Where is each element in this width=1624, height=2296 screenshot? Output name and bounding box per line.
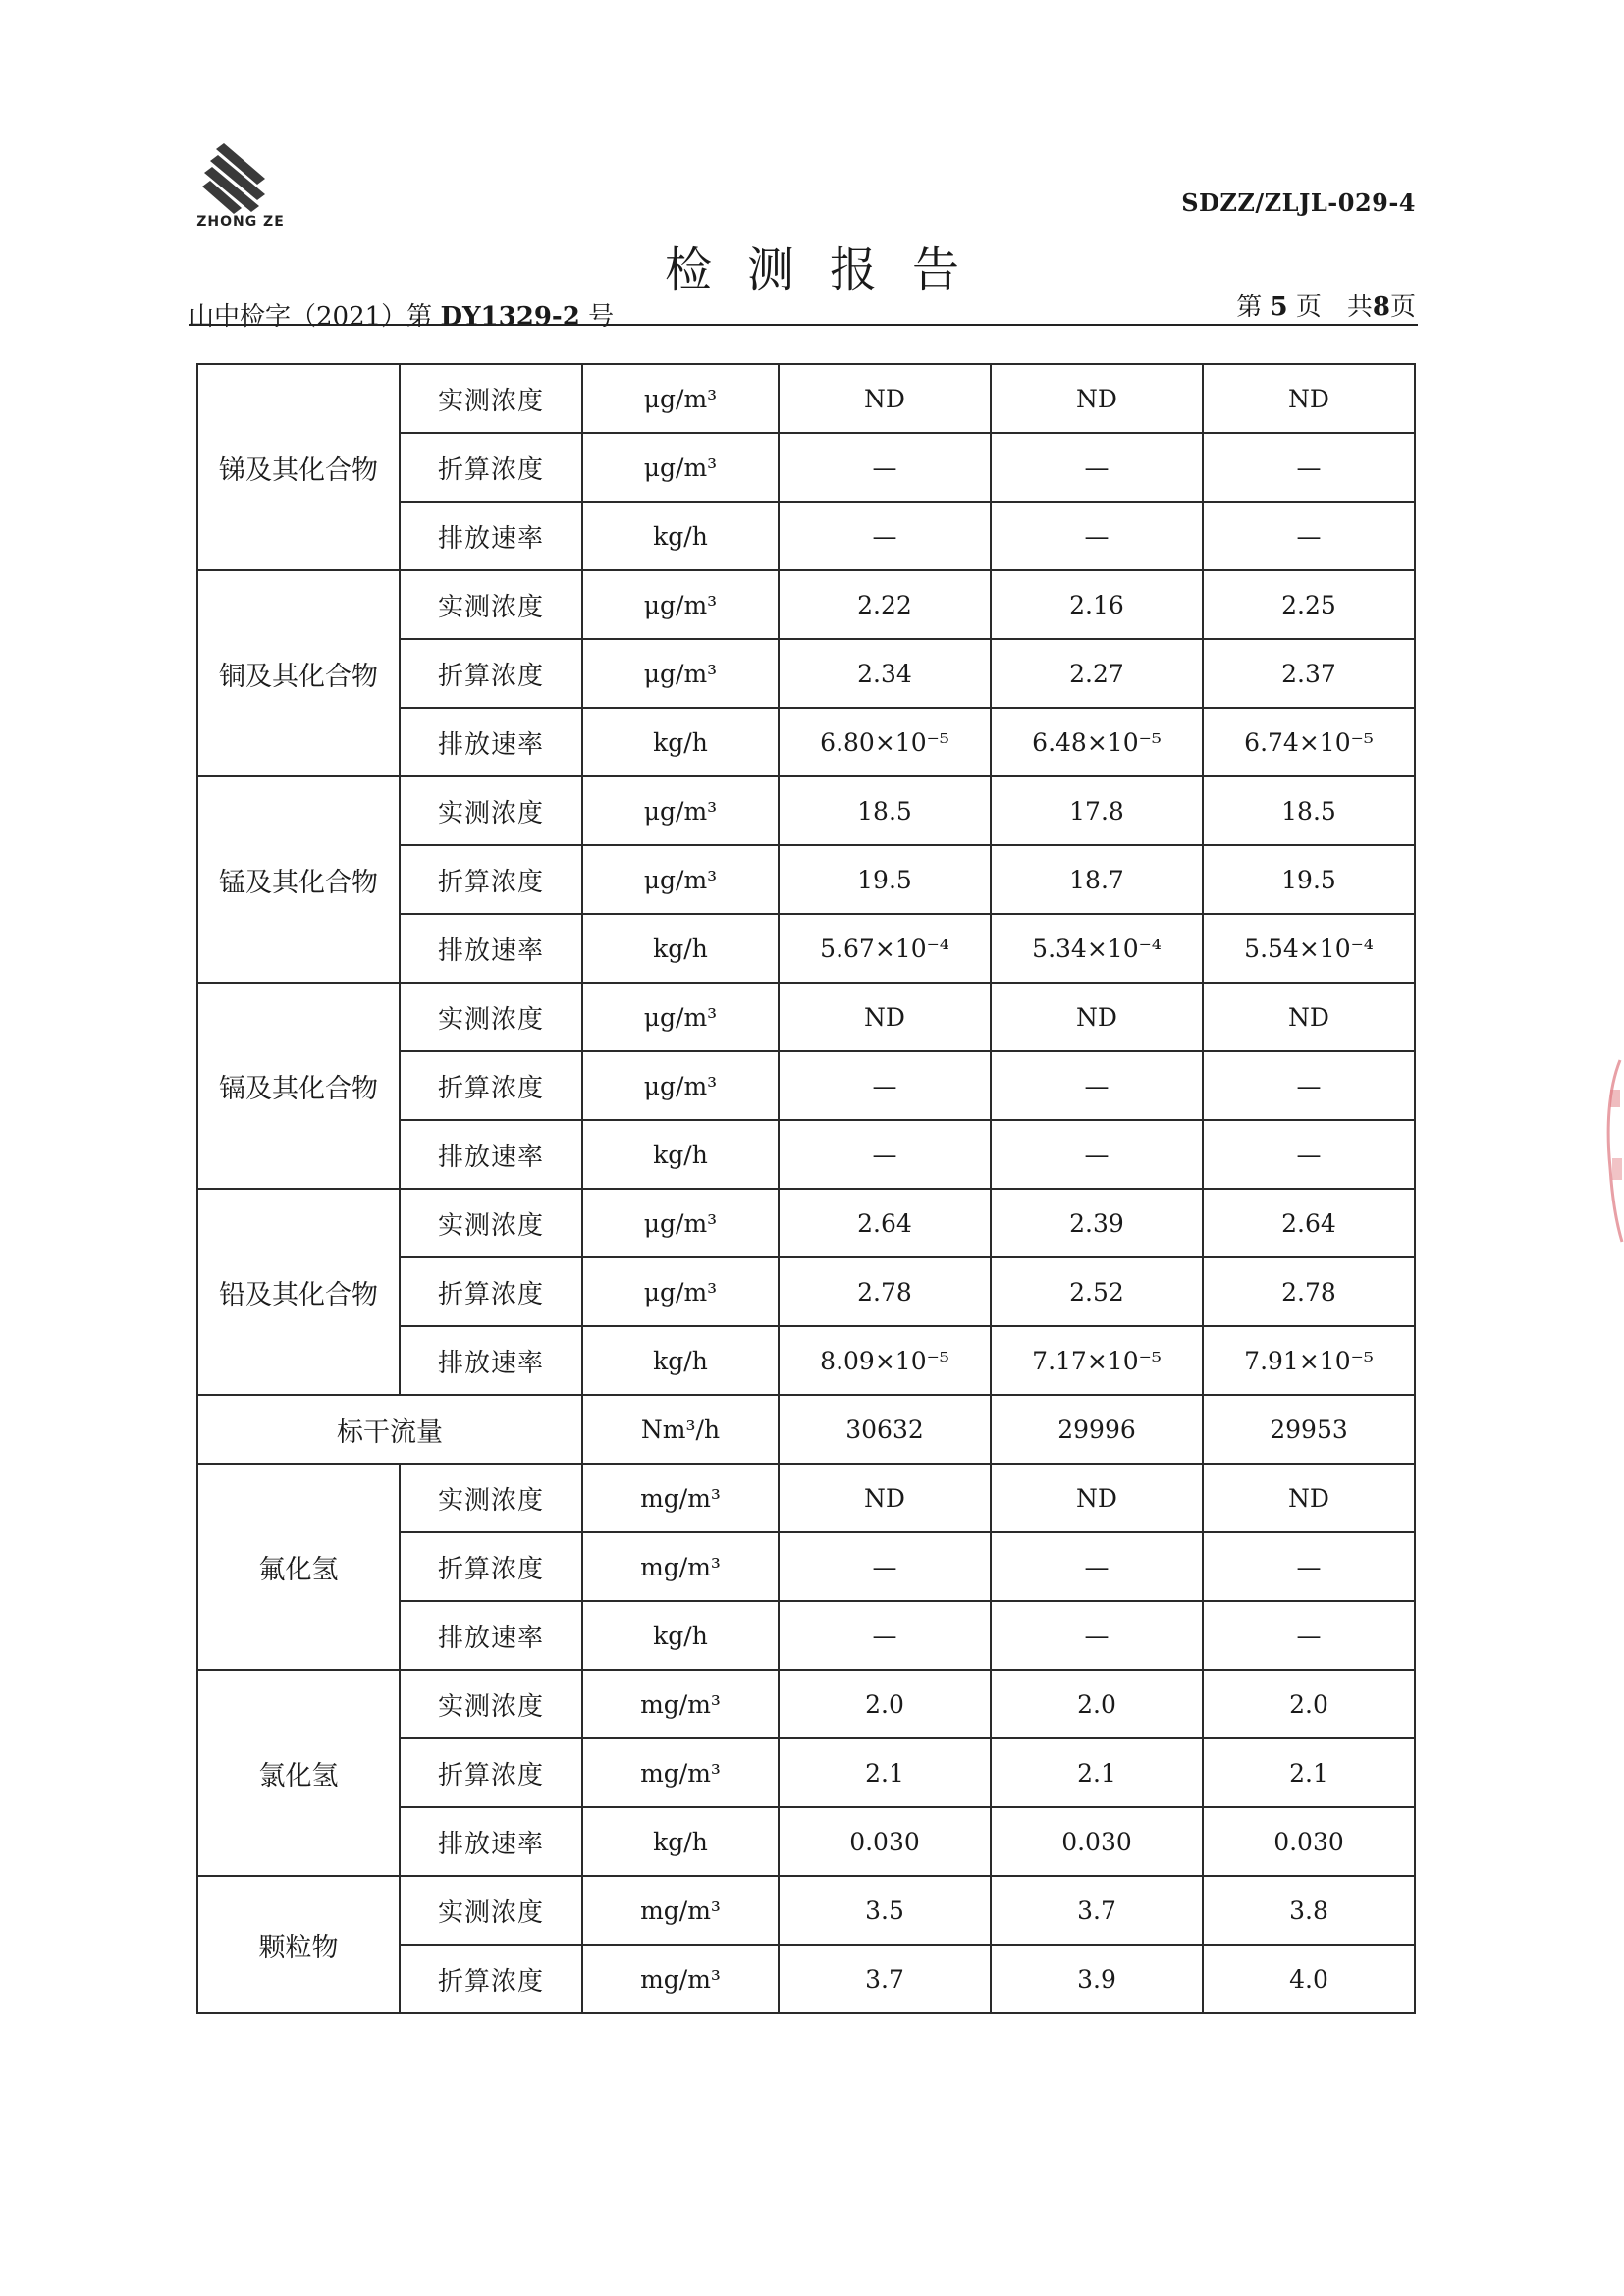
page-total: 8 <box>1372 293 1390 322</box>
unit-cell: μg/m³ <box>582 364 779 433</box>
value-cell: 7.17×10⁻⁵ <box>991 1326 1203 1395</box>
page-current: 5 <box>1270 293 1288 322</box>
table-row <box>197 1189 1415 1257</box>
value-cell: 2.78 <box>1203 1257 1415 1326</box>
table-row <box>197 1670 1415 1738</box>
parameter-cell: 实测浓度 <box>400 983 582 1051</box>
flow-label: 标干流量 <box>197 1395 582 1464</box>
value-cell: — <box>1203 502 1415 570</box>
parameter-cell: 折算浓度 <box>400 433 582 502</box>
table-row <box>197 1876 1415 1945</box>
table-row <box>197 983 1415 1051</box>
value-cell: — <box>991 1601 1203 1670</box>
value-cell: ND <box>779 364 991 433</box>
unit-cell: μg/m³ <box>582 845 779 914</box>
unit-cell: Nm³/h <box>582 1395 779 1464</box>
parameter-cell: 实测浓度 <box>400 364 582 433</box>
value-cell: — <box>1203 433 1415 502</box>
page-suffix: 页 <box>1389 293 1416 322</box>
value-cell: 2.37 <box>1203 639 1415 708</box>
unit-cell: kg/h <box>582 1807 779 1876</box>
value-cell: 7.91×10⁻⁵ <box>1203 1326 1415 1395</box>
value-cell: 3.8 <box>1203 1876 1415 1945</box>
table-row <box>197 1464 1415 1532</box>
value-cell: — <box>779 433 991 502</box>
value-cell: 2.1 <box>779 1738 991 1807</box>
unit-cell: μg/m³ <box>582 639 779 708</box>
value-cell: 4.0 <box>1203 1945 1415 2013</box>
parameter-cell: 排放速率 <box>400 1601 582 1670</box>
parameter-cell: 实测浓度 <box>400 1876 582 1945</box>
unit-cell: mg/m³ <box>582 1945 779 2013</box>
parameter-cell: 折算浓度 <box>400 1945 582 2013</box>
value-cell: — <box>991 1051 1203 1120</box>
value-cell: 3.9 <box>991 1945 1203 2013</box>
parameter-cell: 折算浓度 <box>400 1738 582 1807</box>
parameter-cell: 排放速率 <box>400 502 582 570</box>
unit-cell: kg/h <box>582 502 779 570</box>
document-code: SDZZ/ZLJL-029-4 <box>1181 188 1416 217</box>
value-cell: 30632 <box>779 1395 991 1464</box>
value-cell: ND <box>1203 983 1415 1051</box>
value-cell: — <box>991 433 1203 502</box>
company-logo <box>187 139 295 238</box>
parameter-cell: 实测浓度 <box>400 1189 582 1257</box>
value-cell: ND <box>779 1464 991 1532</box>
pollutant-name: 氟化氢 <box>197 1464 400 1670</box>
value-cell: — <box>779 1532 991 1601</box>
test-results-table <box>196 363 1416 2014</box>
value-cell: 18.5 <box>1203 776 1415 845</box>
value-cell: 3.7 <box>779 1945 991 2013</box>
value-cell: — <box>1203 1051 1415 1120</box>
value-cell: 2.0 <box>779 1670 991 1738</box>
seal-stamp-icon <box>1602 1050 1624 1247</box>
parameter-cell: 折算浓度 <box>400 1532 582 1601</box>
report-number-suffix: 号 <box>588 302 615 332</box>
parameter-cell: 排放速率 <box>400 1326 582 1395</box>
value-cell: 5.54×10⁻⁴ <box>1203 914 1415 983</box>
unit-cell: μg/m³ <box>582 433 779 502</box>
value-cell: 2.22 <box>779 570 991 639</box>
value-cell: 2.0 <box>1203 1670 1415 1738</box>
pollutant-name: 颗粒物 <box>197 1876 400 2013</box>
value-cell: 2.16 <box>991 570 1203 639</box>
value-cell: — <box>779 1601 991 1670</box>
value-cell: — <box>779 502 991 570</box>
unit-cell: μg/m³ <box>582 1257 779 1326</box>
value-cell: — <box>1203 1601 1415 1670</box>
value-cell: — <box>779 1120 991 1189</box>
table-row <box>197 1395 1415 1464</box>
value-cell: 2.52 <box>991 1257 1203 1326</box>
pollutant-name: 镉及其化合物 <box>197 983 400 1189</box>
parameter-cell: 折算浓度 <box>400 1051 582 1120</box>
value-cell: 2.1 <box>1203 1738 1415 1807</box>
pollutant-name: 铅及其化合物 <box>197 1189 400 1395</box>
value-cell: 2.25 <box>1203 570 1415 639</box>
value-cell: 0.030 <box>1203 1807 1415 1876</box>
unit-cell: kg/h <box>582 914 779 983</box>
value-cell: 19.5 <box>779 845 991 914</box>
parameter-cell: 排放速率 <box>400 708 582 776</box>
pollutant-name: 锰及其化合物 <box>197 776 400 983</box>
report-title: 检测报告 <box>664 242 995 297</box>
unit-cell: mg/m³ <box>582 1738 779 1807</box>
value-cell: ND <box>779 983 991 1051</box>
value-cell: 2.0 <box>991 1670 1203 1738</box>
value-cell: — <box>991 1532 1203 1601</box>
parameter-cell: 排放速率 <box>400 1807 582 1876</box>
value-cell: — <box>779 1051 991 1120</box>
value-cell: 8.09×10⁻⁵ <box>779 1326 991 1395</box>
pollutant-name: 氯化氢 <box>197 1670 400 1876</box>
value-cell: 3.7 <box>991 1876 1203 1945</box>
value-cell: ND <box>1203 364 1415 433</box>
value-cell: 2.34 <box>779 639 991 708</box>
parameter-cell: 实测浓度 <box>400 776 582 845</box>
value-cell: 3.5 <box>779 1876 991 1945</box>
table-row <box>197 776 1415 845</box>
value-cell: ND <box>1203 1464 1415 1532</box>
value-cell: ND <box>991 1464 1203 1532</box>
report-number-id: DY1329-2 <box>440 302 580 332</box>
parameter-cell: 实测浓度 <box>400 570 582 639</box>
value-cell: 0.030 <box>779 1807 991 1876</box>
value-cell: 29953 <box>1203 1395 1415 1464</box>
parameter-cell: 折算浓度 <box>400 1257 582 1326</box>
parameter-cell: 折算浓度 <box>400 639 582 708</box>
unit-cell: μg/m³ <box>582 570 779 639</box>
parameter-cell: 排放速率 <box>400 1120 582 1189</box>
value-cell: 2.64 <box>779 1189 991 1257</box>
value-cell: 18.5 <box>779 776 991 845</box>
parameter-cell: 实测浓度 <box>400 1464 582 1532</box>
page-indicator <box>1236 287 1416 323</box>
value-cell: — <box>991 1120 1203 1189</box>
parameter-cell: 排放速率 <box>400 914 582 983</box>
value-cell: 2.27 <box>991 639 1203 708</box>
value-cell: ND <box>991 983 1203 1051</box>
unit-cell: μg/m³ <box>582 1189 779 1257</box>
value-cell: 6.48×10⁻⁵ <box>991 708 1203 776</box>
value-cell: 5.34×10⁻⁴ <box>991 914 1203 983</box>
value-cell: 18.7 <box>991 845 1203 914</box>
logo-stripes-icon <box>187 139 295 214</box>
seal-stamp-edge <box>1602 1050 1624 1247</box>
pollutant-name: 铜及其化合物 <box>197 570 400 776</box>
value-cell: 19.5 <box>1203 845 1415 914</box>
value-cell: — <box>1203 1120 1415 1189</box>
unit-cell: mg/m³ <box>582 1876 779 1945</box>
page-mid: 页 共 <box>1295 293 1373 322</box>
unit-cell: kg/h <box>582 1120 779 1189</box>
value-cell: 29996 <box>991 1395 1203 1464</box>
table-row <box>197 364 1415 433</box>
value-cell: 2.78 <box>779 1257 991 1326</box>
value-cell: 17.8 <box>991 776 1203 845</box>
value-cell: 5.67×10⁻⁴ <box>779 914 991 983</box>
value-cell: 0.030 <box>991 1807 1203 1876</box>
report-number-prefix: 山中检字（2021）第 <box>189 302 433 332</box>
unit-cell: μg/m³ <box>582 983 779 1051</box>
report-number <box>189 296 614 333</box>
unit-cell: mg/m³ <box>582 1670 779 1738</box>
unit-cell: mg/m³ <box>582 1532 779 1601</box>
value-cell: — <box>1203 1532 1415 1601</box>
page-prefix: 第 <box>1236 293 1263 322</box>
parameter-cell: 折算浓度 <box>400 845 582 914</box>
unit-cell: kg/h <box>582 1601 779 1670</box>
unit-cell: kg/h <box>582 708 779 776</box>
logo-text: ZHONG ZE <box>196 214 285 230</box>
value-cell: 6.74×10⁻⁵ <box>1203 708 1415 776</box>
value-cell: ND <box>991 364 1203 433</box>
value-cell: 2.1 <box>991 1738 1203 1807</box>
unit-cell: kg/h <box>582 1326 779 1395</box>
header-divider <box>189 324 1418 326</box>
value-cell: 2.39 <box>991 1189 1203 1257</box>
parameter-cell: 实测浓度 <box>400 1670 582 1738</box>
unit-cell: μg/m³ <box>582 776 779 845</box>
value-cell: 2.64 <box>1203 1189 1415 1257</box>
unit-cell: μg/m³ <box>582 1051 779 1120</box>
table-row <box>197 570 1415 639</box>
unit-cell: mg/m³ <box>582 1464 779 1532</box>
value-cell: — <box>991 502 1203 570</box>
pollutant-name: 锑及其化合物 <box>197 364 400 570</box>
value-cell: 6.80×10⁻⁵ <box>779 708 991 776</box>
